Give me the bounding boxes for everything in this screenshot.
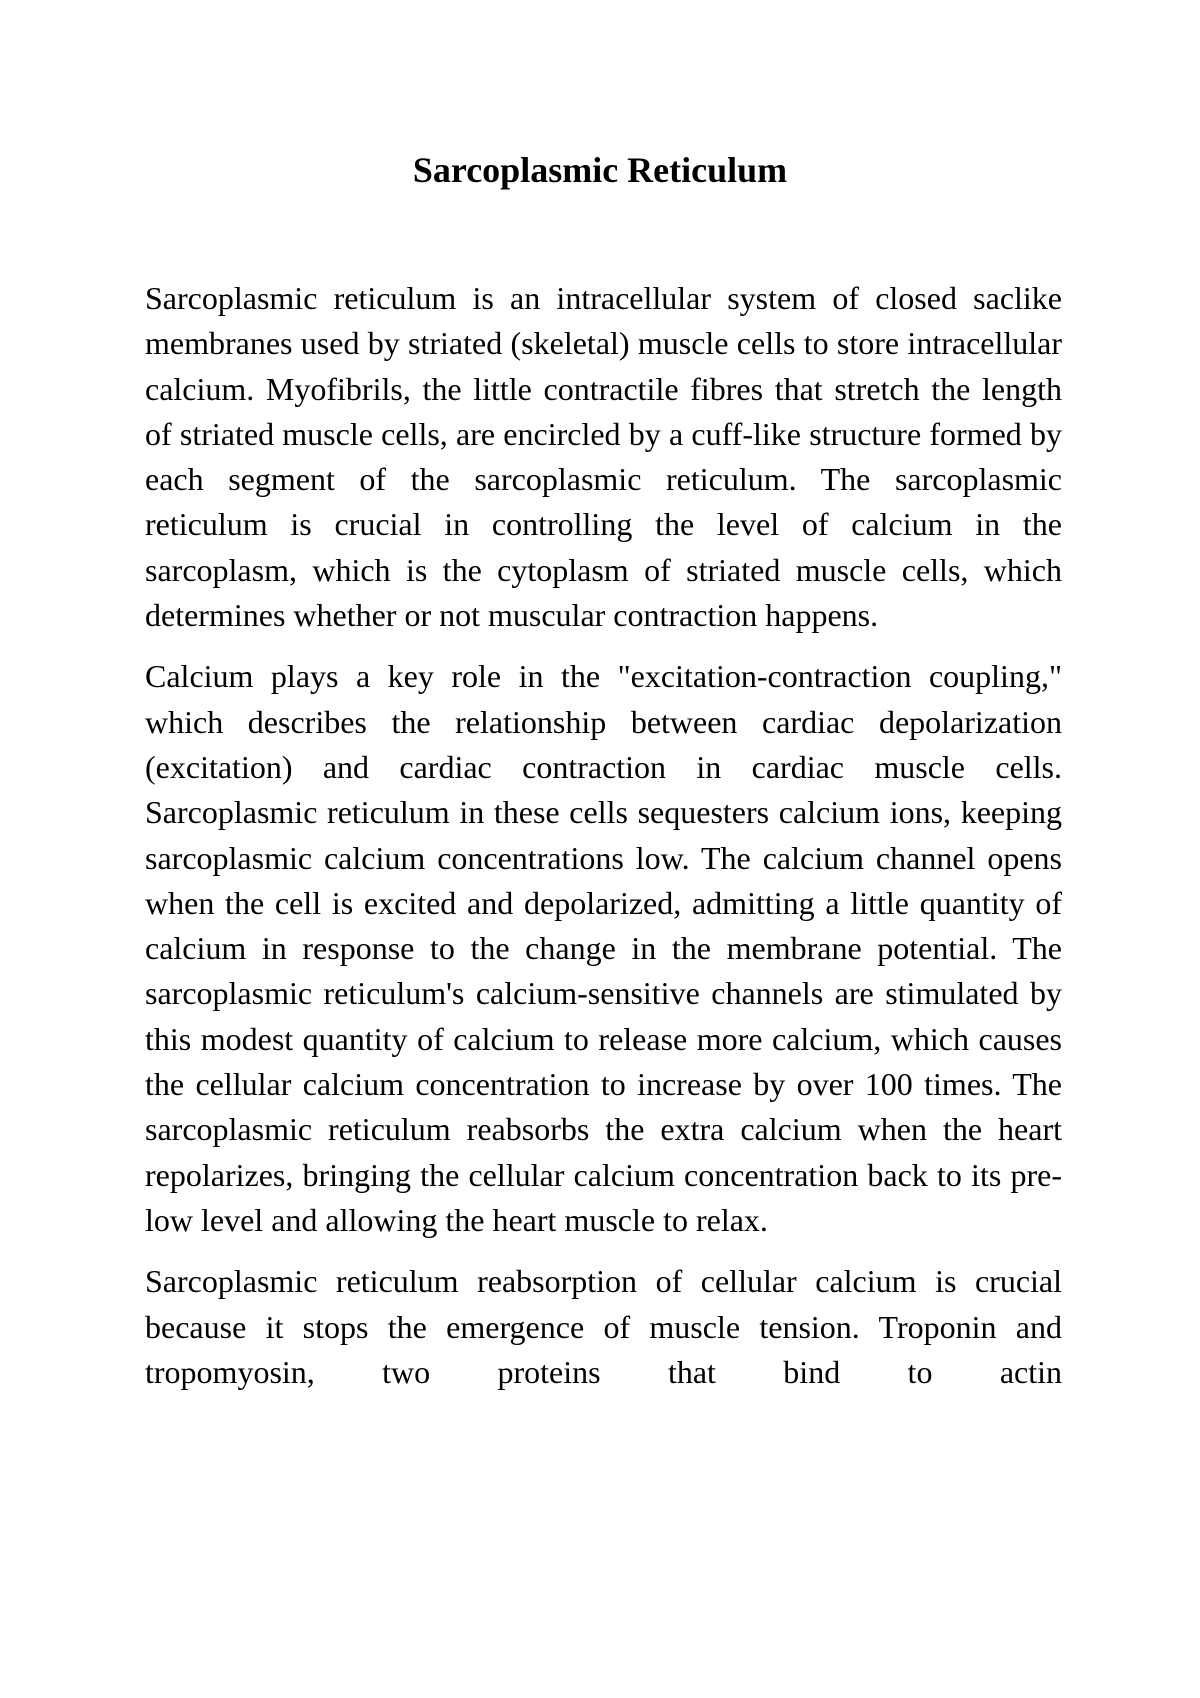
paragraph-3: Sarcoplasmic reticulum reabsorption of cellular calcium is crucial because it stops the emergence of muscle tension. Troponin and tropomyosin, two proteins that bind to actin <box>145 1263 1062 1390</box>
paragraph-1: Sarcoplasmic reticulum is an intracellular system of closed saclike membranes used by striated (skeletal) muscle cells to store intracellular calcium. Myofibrils, the little contractile fibres that stretch the length of striated muscle cells, are encircled by a cuff-like structure formed by each segment of the sarcoplasmic reticulum. The sarcoplasmic reticulum is crucial in controlling the level of calcium in the sarcoplasm, which is the cytoplasm of striated muscle cells, which determines whether or not muscular contraction happens. <box>145 280 1062 634</box>
paragraph-2: Calcium plays a key role in the "excitation-contraction coupling," which describes the relationship between cardiac depolarization (excitation) and cardiac contraction in cardiac muscle cells. Sarcoplasmic reticulum in these cells sequesters calcium ions, keeping sarcoplasmic calcium concentrations low. The calcium channel opens when the cell is excited and depolarized, admitting a little quantity of calcium in response to the change in the membrane potential. The sarcoplasmic reticulum's calcium-sensitive channels are stimulated by this modest quantity of calcium to release more calcium, which causes the cellular calcium concentration to increase by over 100 times. The sarcoplasmic reticulum reabsorbs the extra calcium when the heart repolarizes, bringing the cellular calcium concentration back to its pre-low level and allowing the heart muscle to relax. <box>145 658 1062 1238</box>
page-title: Sarcoplasmic Reticulum <box>412 150 788 190</box>
document-body <box>145 276 1062 1411</box>
